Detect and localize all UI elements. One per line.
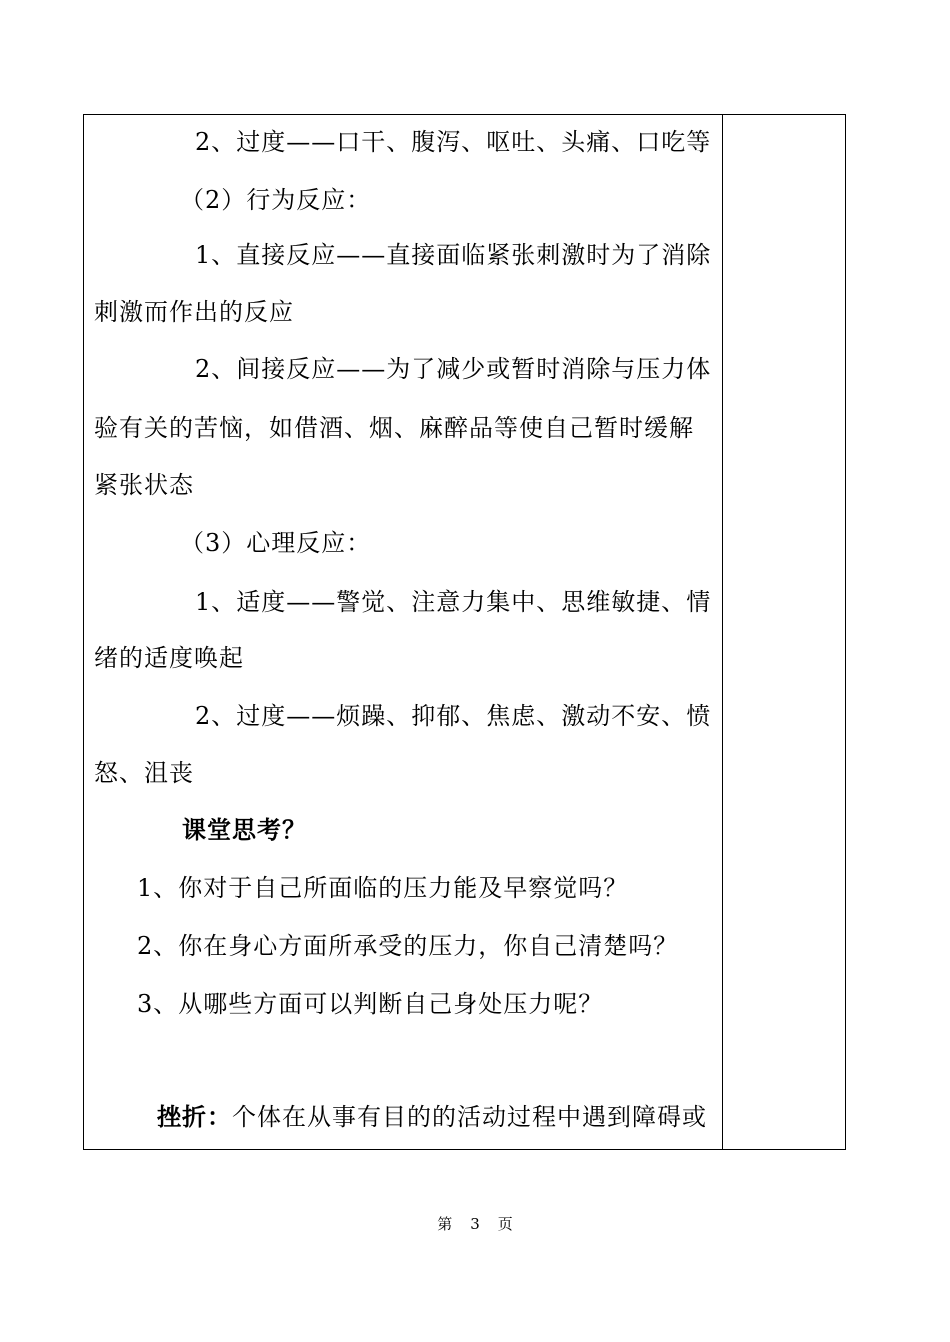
text-line: 1、适度——警觉、注意力集中、思维敏捷、情	[195, 588, 712, 616]
text-line: 绪的适度唤起	[94, 644, 244, 672]
footer-prefix: 第	[437, 1215, 453, 1233]
section-heading: （3）心理反应：	[180, 529, 372, 557]
text-line: 刺激而作出的反应	[94, 298, 294, 326]
text-line: 2、间接反应——为了减少或暂时消除与压力体	[195, 355, 712, 383]
frustration-text: 个体在从事有目的的活动过程中遇到障碍或	[232, 1103, 707, 1131]
question-item: 3、从哪些方面可以判断自己身处压力呢？	[137, 990, 604, 1018]
column-divider	[722, 114, 723, 1150]
frustration-term: 挫折：	[157, 1102, 232, 1131]
section-heading: （2）行为反应：	[180, 186, 372, 214]
page-number: 3	[470, 1215, 480, 1233]
think-title: 课堂思考？	[182, 815, 307, 844]
text-line: 1、直接反应——直接面临紧张刺激时为了消除	[195, 241, 712, 269]
footer-suffix: 页	[497, 1215, 513, 1233]
question-item: 1、你对于自己所面临的压力能及早察觉吗？	[137, 874, 629, 902]
frustration-definition	[157, 1102, 707, 1132]
page-footer	[0, 1214, 950, 1234]
text-line: 2、过度——口干、腹泻、呕吐、头痛、口吃等	[195, 128, 712, 156]
text-line: 紧张状态	[94, 471, 194, 499]
text-line: 怒、沮丧	[94, 759, 194, 787]
text-line: 验有关的苦恼，如借酒、烟、麻醉品等使自己暂时缓解	[94, 414, 694, 442]
question-item: 2、你在身心方面所承受的压力，你自己清楚吗？	[137, 932, 679, 960]
text-line: 2、过度——烦躁、抑郁、焦虑、激动不安、愤	[195, 702, 712, 730]
